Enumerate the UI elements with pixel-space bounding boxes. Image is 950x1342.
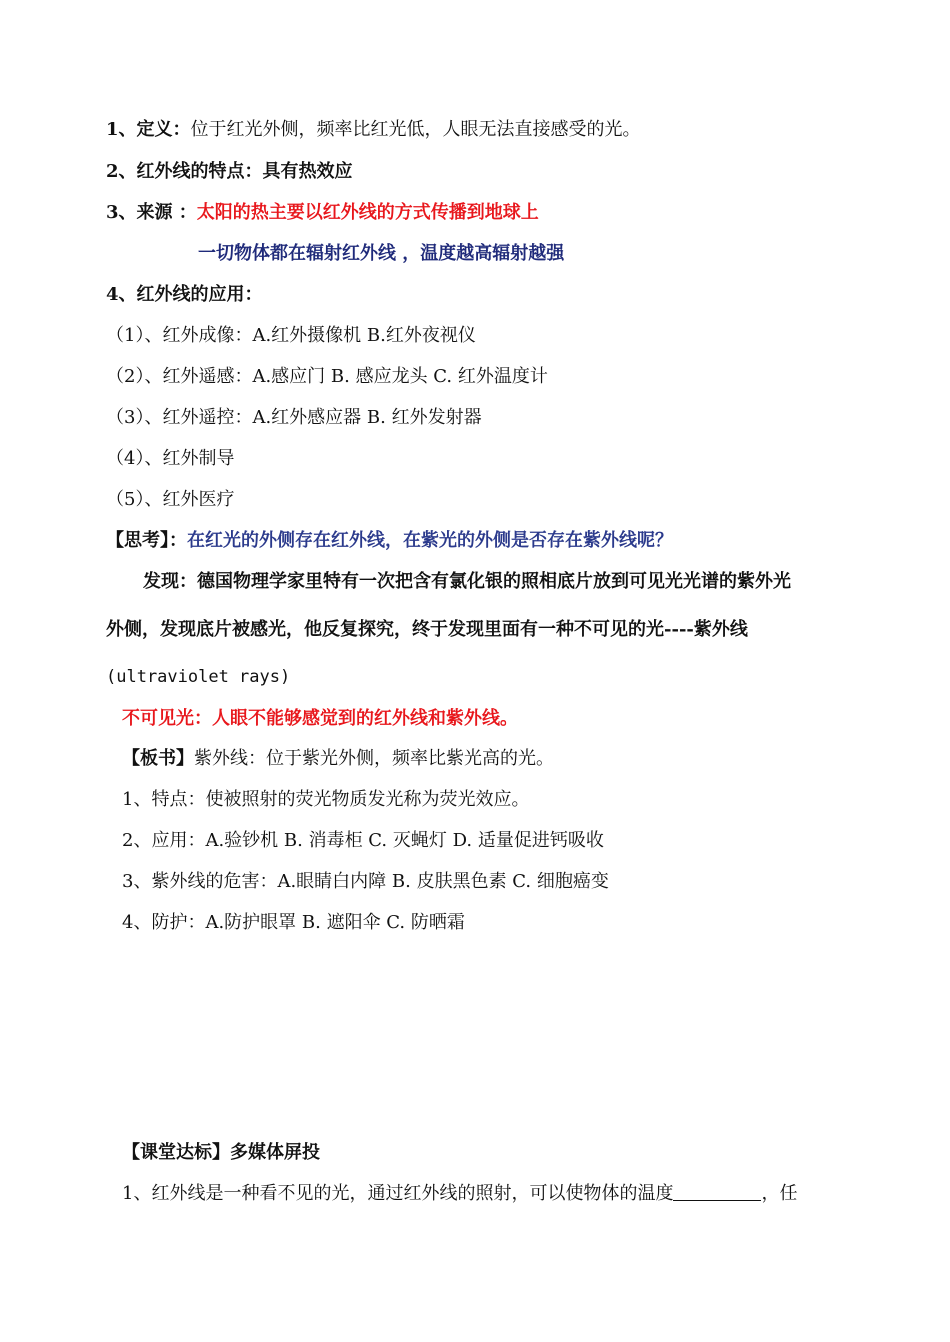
board-label: 【板书】 (122, 748, 194, 769)
board-item: 4、防护：A.防护眼罩 B. 遮阳伞 C. 防晒霜 (122, 912, 465, 933)
board-item: 1、特点：使被照射的荧光物质发光称为荧光效应。 (122, 789, 530, 810)
source-text-1: 太阳的热主要以红外线的方式传播到地球上 (196, 202, 539, 223)
application-item: （5）、红外医疗 (106, 489, 235, 510)
board-text: 紫外线：位于紫光外侧，频率比紫光高的光。 (194, 748, 554, 769)
invisible-light-line: 不可见光：人眼不能够感觉到的红外线和紫外线。 (122, 708, 518, 729)
application-item: （2）、红外遥感：A.感应门 B. 感应龙头 C. 红外温度计 (106, 366, 548, 387)
feature-line: 2、红外线的特点：具有热效应 (106, 161, 353, 182)
definition-label: 1、定义： (106, 119, 191, 140)
definition-text: 位于红光外侧，频率比红光低，人眼无法直接感受的光。 (190, 119, 641, 140)
source-label: 3、来源 ： (106, 202, 197, 223)
application-item: （4）、红外制导 (106, 448, 235, 469)
application-item: （3）、红外遥控：A.红外感应器 B. 红外发射器 (106, 407, 482, 428)
discovery-line-1: 发现：德国物理学家里特有一次把含有氯化银的照相底片放到可见光光谱的紫外光 (143, 571, 791, 592)
source-text-2: 一切物体都在辐射红外线 ，温度越高辐射越强 (198, 243, 565, 264)
question-1-text: 1、红外线是一种看不见的光，通过红外线的照射，可以使物体的温度 (122, 1183, 674, 1204)
think-text: 在红光的外侧存在红外线，在紫光的外侧是否存在紫外线呢？ (187, 530, 673, 551)
question-1 (122, 1182, 797, 1206)
think-label: 【思考】： (106, 530, 187, 551)
discovery-line-3: (ultraviolet rays) (106, 667, 291, 687)
application-item: （1）、红外成像：A.红外摄像机 B.红外夜视仪 (106, 325, 476, 346)
discovery-line-2: 外侧，发现底片被感光，他反复探究，终于发现里面有一种不可见的光----紫外线 (106, 619, 748, 640)
definition-line (106, 118, 641, 142)
think-line (106, 529, 673, 553)
source-line (106, 201, 539, 225)
classroom-label: 【课堂达标】多媒体屏投 (122, 1142, 320, 1163)
board-line (122, 747, 554, 771)
question-1-tail: ，任 (761, 1183, 798, 1204)
board-item: 3、紫外线的危害：A.眼睛白内障 B. 皮肤黑色素 C. 细胞癌变 (122, 871, 609, 892)
applications-title: 4、红外线的应用： (106, 284, 263, 305)
board-item: 2、应用：A.验钞机 B. 消毒柜 C. 灭蝇灯 D. 适量促进钙吸收 (122, 830, 604, 851)
question-1-blank[interactable] (673, 1182, 761, 1201)
